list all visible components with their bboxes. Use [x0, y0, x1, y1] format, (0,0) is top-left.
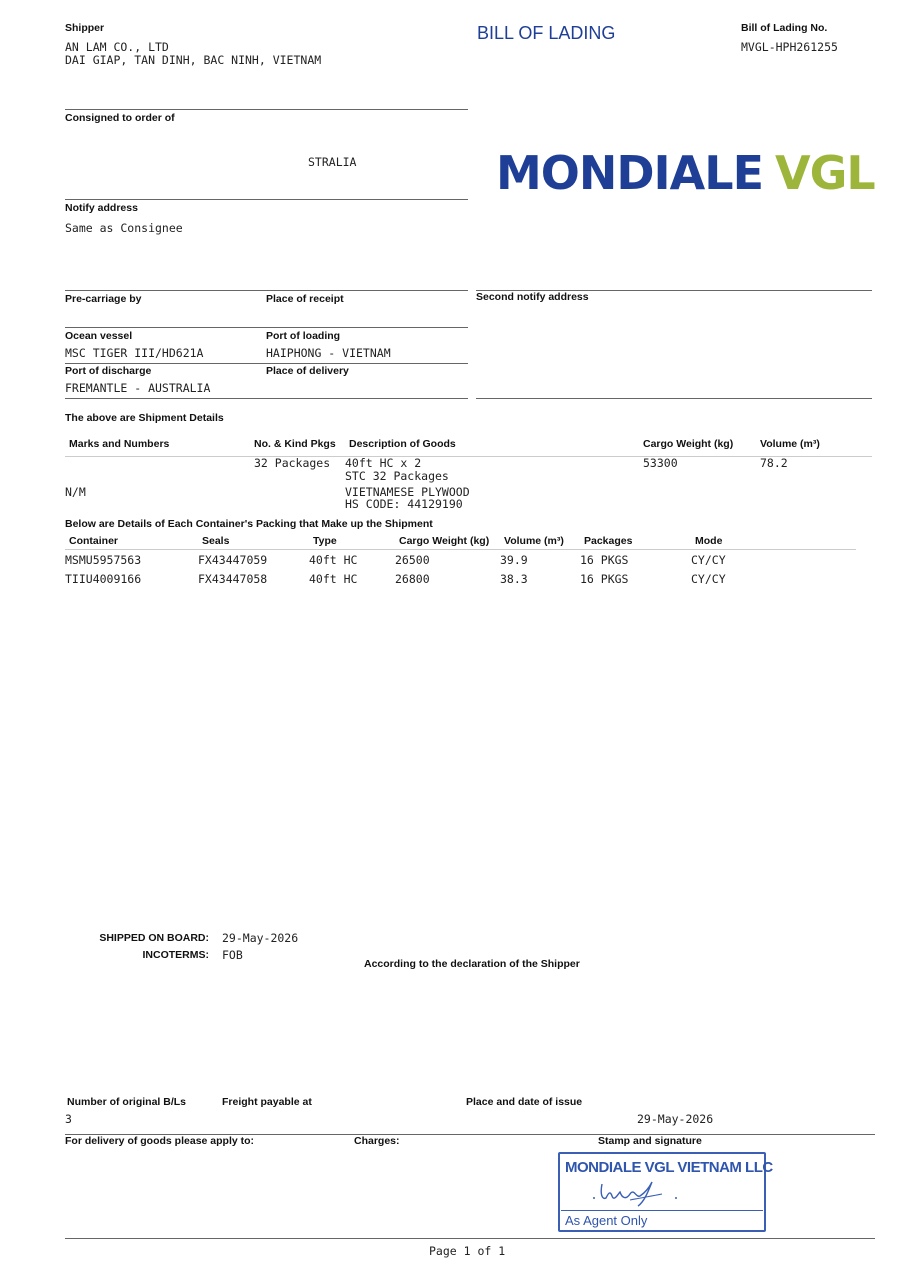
container-packages: 16 PKGS	[580, 572, 629, 586]
stamp-company: MONDIALE VGL VIETNAM LLC	[565, 1159, 773, 1176]
second-notify-label: Second notify address	[476, 291, 589, 303]
declaration-text: According to the declaration of the Shipper	[364, 958, 580, 970]
incoterms-value: FOB	[222, 948, 243, 962]
originals-label: Number of original B/Ls	[67, 1096, 187, 1108]
col-type: Type	[313, 535, 337, 547]
packages-value: 32 Packages	[254, 456, 331, 470]
container-type: 40ft HC	[309, 553, 358, 567]
col-weight: Cargo Weight (kg)	[399, 535, 490, 547]
description-line: 40ft HC x 2	[345, 456, 422, 470]
incoterms-label: INCOTERMS:	[142, 949, 209, 961]
container-weight: 26800	[395, 572, 430, 586]
issue-date: 29-May-2026	[637, 1112, 714, 1126]
container-mode: CY/CY	[691, 553, 726, 567]
shipper-label: Shipper	[65, 22, 105, 34]
delivery-apply-label: For delivery of goods please apply to:	[65, 1135, 255, 1147]
header-weight: Cargo Weight (kg)	[643, 438, 734, 450]
delivery-place-label: Place of delivery	[266, 365, 349, 377]
page-number: Page 1 of 1	[429, 1244, 506, 1258]
issue-label: Place and date of issue	[466, 1096, 583, 1108]
description-line: STC 32 Packages	[345, 469, 449, 483]
company-logo	[496, 146, 875, 200]
discharge-value: FREMANTLE - AUSTRALIA	[65, 381, 211, 395]
containers-section-label: Below are Details of Each Container's Packing that Make up the Shipment	[65, 518, 433, 530]
weight-value: 53300	[643, 456, 678, 470]
header-packages: No. & Kind Pkgs	[254, 438, 336, 450]
container-packages: 16 PKGS	[580, 553, 629, 567]
charges-label: Charges:	[354, 1135, 400, 1147]
stamp-label: Stamp and signature	[598, 1135, 702, 1147]
seal-number: FX43447058	[198, 572, 268, 586]
shipment-section-label: The above are Shipment Details	[65, 412, 224, 424]
header-volume: Volume (m³)	[760, 438, 820, 450]
header-description: Description of Goods	[349, 438, 456, 450]
discharge-label: Port of discharge	[65, 365, 152, 377]
precarriage-label: Pre-carriage by	[65, 293, 142, 305]
vessel-label: Ocean vessel	[65, 330, 133, 342]
seal-number: FX43447059	[198, 553, 268, 567]
consignee-value: STRALIA	[308, 155, 357, 169]
col-volume: Volume (m³)	[504, 535, 564, 547]
volume-value: 78.2	[760, 456, 788, 470]
container-volume: 39.9	[500, 553, 528, 567]
marks-value: N/M	[65, 485, 86, 499]
bl-number-label: Bill of Lading No.	[741, 22, 828, 34]
notify-label: Notify address	[65, 202, 138, 214]
container-volume: 38.3	[500, 572, 528, 586]
consignee-label: Consigned to order of	[65, 112, 175, 124]
col-packages: Packages	[584, 535, 633, 547]
logo-part-vgl: VGL	[775, 146, 875, 200]
col-container: Container	[69, 535, 119, 547]
document-title: BILL OF LADING	[477, 23, 616, 43]
container-type: 40ft HC	[309, 572, 358, 586]
bl-number: MVGL-HPH261255	[741, 40, 838, 54]
logo-part-mondiale: MONDIALE	[496, 146, 764, 200]
stamp-agent: As Agent Only	[565, 1213, 648, 1228]
col-seals: Seals	[202, 535, 230, 547]
signature-icon	[590, 1176, 680, 1210]
shipper-name: AN LAM CO., LTD	[65, 40, 169, 54]
vessel-value: MSC TIGER III/HD621A	[65, 346, 204, 360]
originals-value: 3	[65, 1112, 72, 1126]
agent-stamp	[558, 1152, 773, 1232]
shipped-label: SHIPPED ON BOARD:	[99, 932, 209, 944]
description-line: HS CODE: 44129190	[345, 497, 463, 511]
loading-value: HAIPHONG - VIETNAM	[266, 346, 391, 360]
freight-label: Freight payable at	[222, 1096, 312, 1108]
shipper-address: DAI GIAP, TAN DINH, BAC NINH, VIETNAM	[65, 53, 322, 67]
container-number: MSMU5957563	[65, 553, 142, 567]
container-weight: 26500	[395, 553, 430, 567]
container-mode: CY/CY	[691, 572, 726, 586]
shipped-date: 29-May-2026	[222, 931, 299, 945]
header-marks: Marks and Numbers	[69, 438, 170, 450]
description-line: VIETNAMESE PLYWOOD	[345, 485, 470, 499]
notify-value: Same as Consignee	[65, 221, 183, 235]
container-number: TIIU4009166	[65, 572, 142, 586]
loading-label: Port of loading	[266, 330, 341, 342]
receipt-label: Place of receipt	[266, 293, 344, 305]
col-mode: Mode	[695, 535, 723, 547]
